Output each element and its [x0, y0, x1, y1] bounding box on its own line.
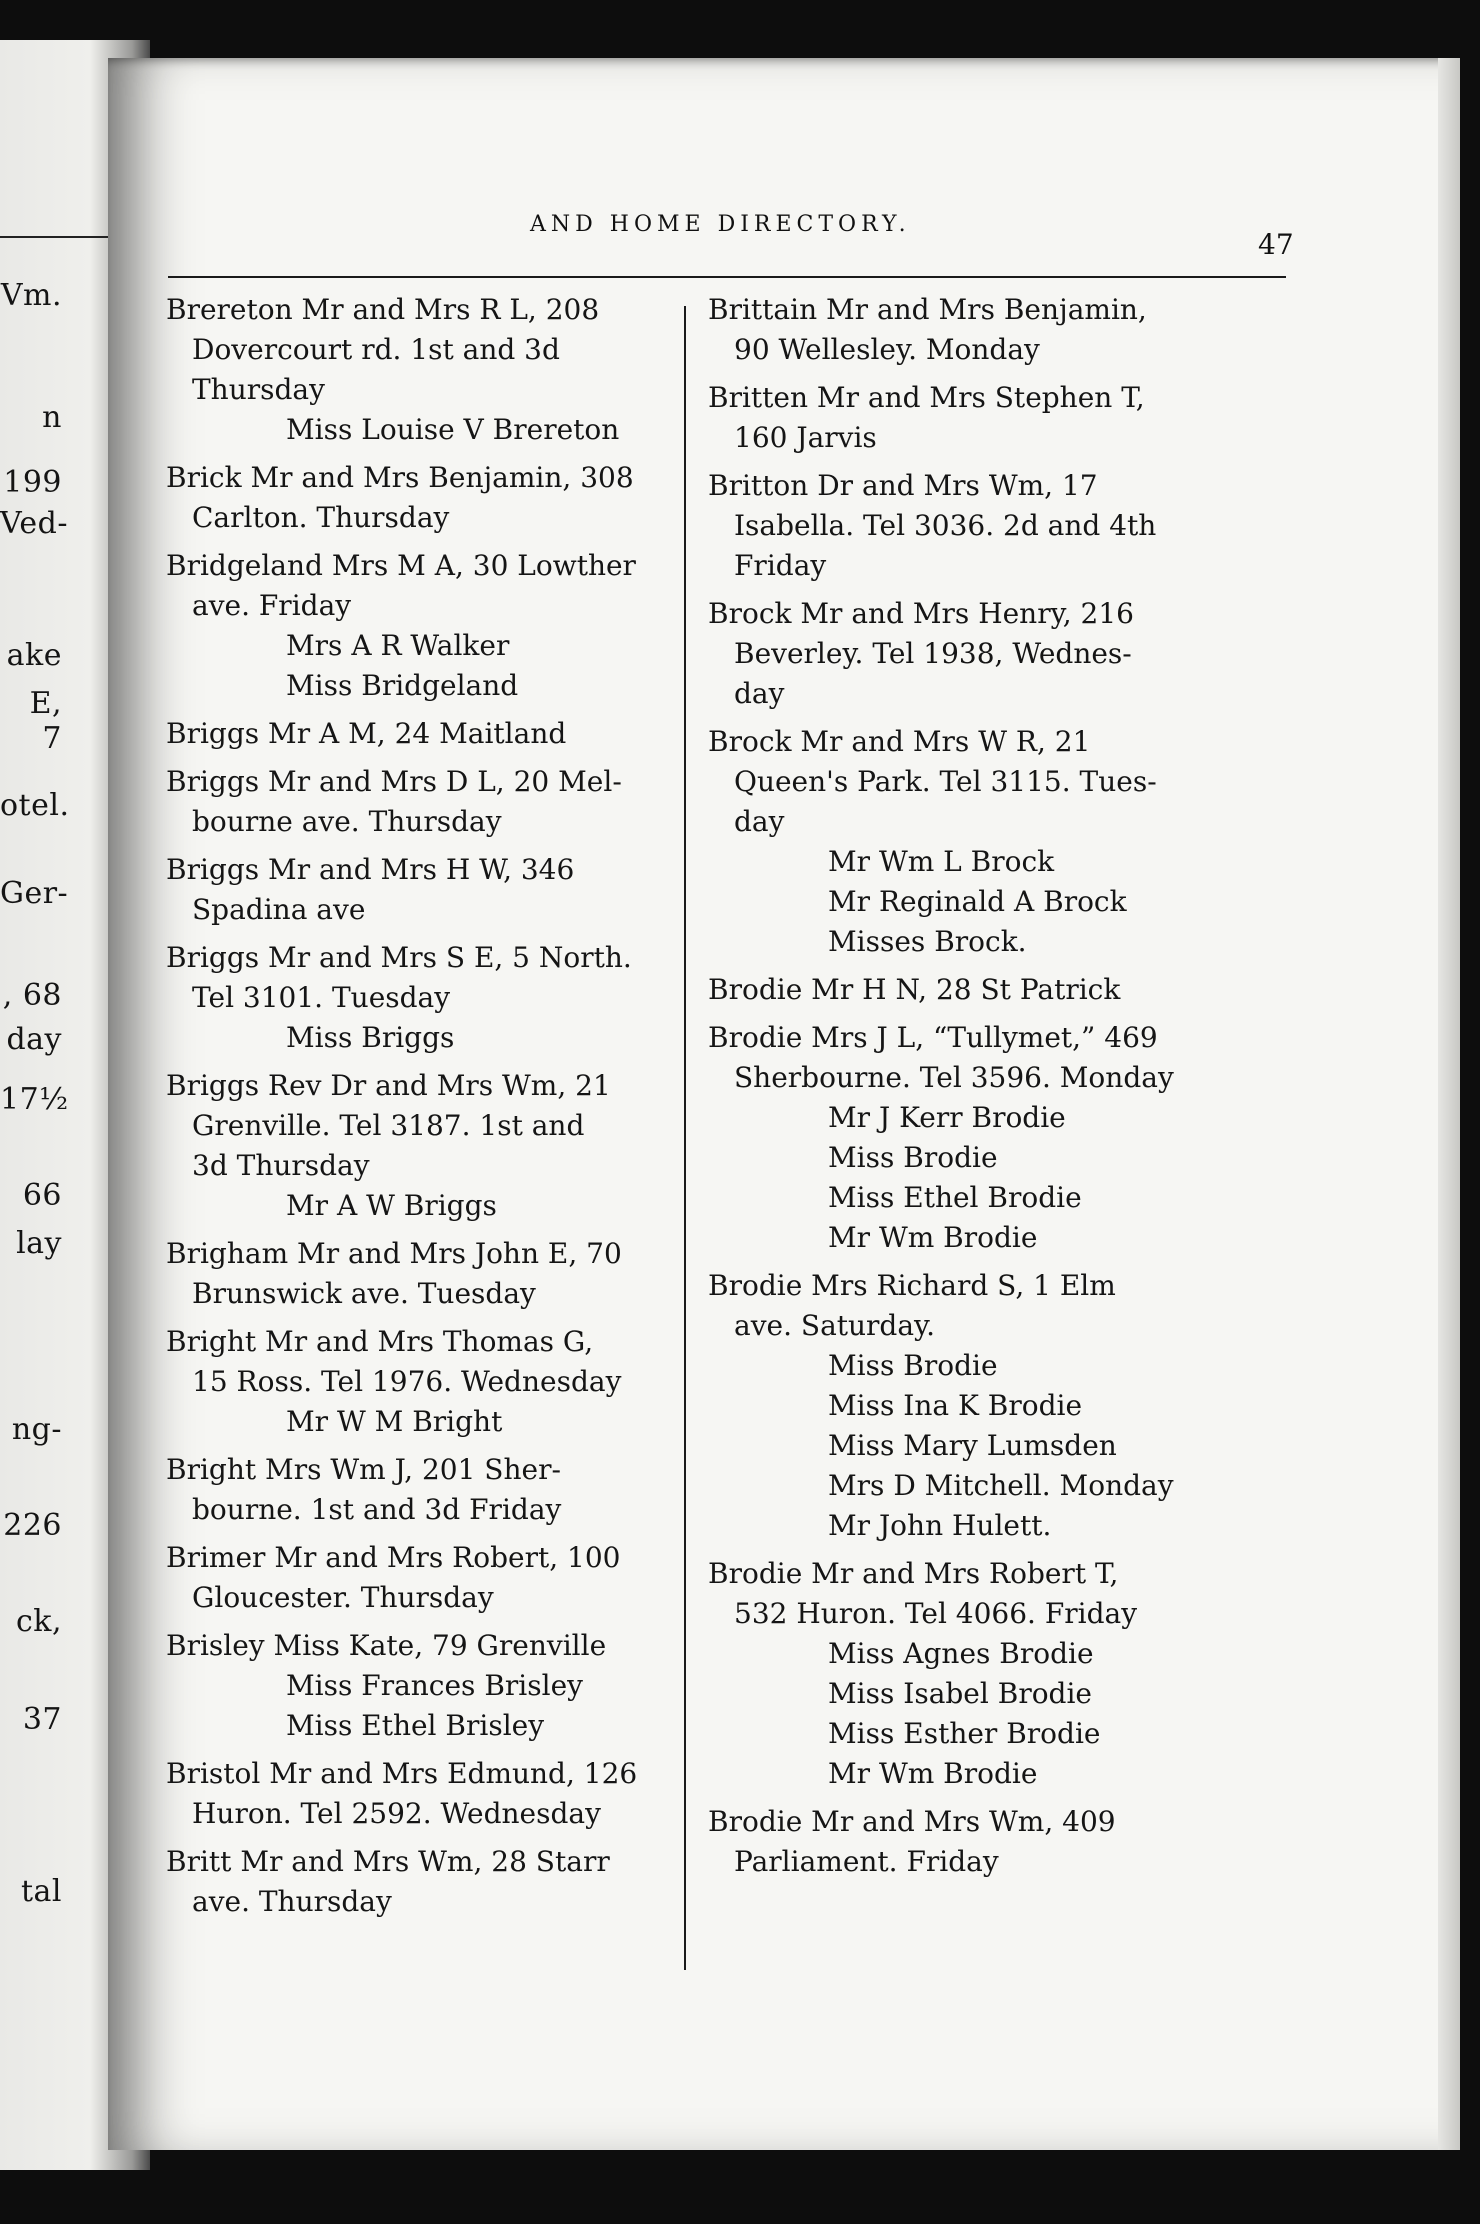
directory-entry — [166, 714, 694, 754]
previous-page-fragment: 37 — [22, 1702, 62, 1737]
household-member: Mr W M Bright — [286, 1405, 503, 1438]
entry-name-line: Brodie Mr and Mrs Robert T, — [708, 1557, 1119, 1590]
entry-detail-line: 532 Huron. Tel 4066. Friday — [734, 1597, 1138, 1630]
directory-entry — [166, 546, 694, 706]
entry-detail-line: 3d Thursday — [192, 1149, 370, 1182]
previous-page-fragment: n — [42, 400, 62, 435]
previous-page-fragment: Ger- — [0, 876, 69, 911]
entry-detail-line: 160 Jarvis — [734, 421, 877, 454]
entry-name-line: Briggs Rev Dr and Mrs Wm, 21 — [166, 1069, 611, 1102]
entry-detail-line: Gloucester. Thursday — [192, 1581, 494, 1614]
entry-detail-line: Friday — [734, 549, 827, 582]
directory-entry — [166, 938, 694, 1058]
entry-name-line: Brisley Miss Kate, 79 Grenville — [166, 1629, 607, 1662]
directory-entry — [708, 594, 1286, 714]
previous-page-fragment: E, 7 — [29, 686, 62, 756]
previous-page-fragment: 199 — [3, 465, 62, 500]
household-member: Miss Brodie — [828, 1141, 998, 1174]
household-member: Miss Louise V Brereton — [286, 413, 620, 446]
entry-name-line: Briggs Mr and Mrs S E, 5 North. — [166, 941, 632, 974]
household-member: Mr Wm Brodie — [828, 1221, 1038, 1254]
directory-entry — [708, 290, 1286, 370]
entry-detail-line: ave. Friday — [192, 589, 352, 622]
household-member: Mr Wm Brodie — [828, 1757, 1038, 1790]
entry-detail-line: Beverley. Tel 1938, Wednes- — [734, 637, 1132, 670]
directory-entry — [708, 970, 1286, 1010]
entry-detail-line: Isabella. Tel 3036. 2d and 4th — [734, 509, 1157, 542]
entry-detail-line: Brunswick ave. Tuesday — [192, 1277, 536, 1310]
household-member: Mr John Hulett. — [828, 1509, 1052, 1542]
directory-entry — [166, 458, 694, 538]
directory-entry — [166, 1322, 694, 1442]
directory-entry — [708, 722, 1286, 962]
previous-page-rule — [0, 236, 120, 238]
entry-detail-line: Tel 3101. Tuesday — [192, 981, 451, 1014]
entry-detail-line: Queen's Park. Tel 3115. Tues- — [734, 765, 1157, 798]
previous-page-fragment: ck, — [15, 1604, 62, 1639]
entry-detail-line: 90 Wellesley. Monday — [734, 333, 1040, 366]
entry-detail-line: ave. Saturday. — [734, 1309, 936, 1342]
entry-name-line: Brodie Mr H N, 28 St Patrick — [708, 973, 1121, 1006]
household-member: Mrs A R Walker — [286, 629, 510, 662]
household-member: Miss Ina K Brodie — [828, 1389, 1083, 1422]
household-member: Miss Esther Brodie — [828, 1717, 1101, 1750]
household-member: Mr J Kerr Brodie — [828, 1101, 1066, 1134]
directory-entry — [166, 1234, 694, 1314]
entry-name-line: Brock Mr and Mrs Henry, 216 — [708, 597, 1134, 630]
entry-detail-line: bourne. 1st and 3d Friday — [192, 1493, 562, 1526]
entry-detail-line: Parliament. Friday — [734, 1845, 999, 1878]
entry-detail-line: Thursday — [192, 373, 325, 406]
previous-page-fragment: day — [6, 1022, 62, 1057]
household-member: Miss Briggs — [286, 1021, 455, 1054]
previous-page-fragment: Ved- — [0, 506, 69, 541]
previous-page-fragment: 17½ — [0, 1082, 69, 1117]
entry-name-line: Briggs Mr A M, 24 Maitland — [166, 717, 567, 750]
directory-entry — [708, 1802, 1286, 1882]
entry-name-line: Brock Mr and Mrs W R, 21 — [708, 725, 1091, 758]
household-member: Miss Mary Lumsden — [828, 1429, 1117, 1462]
entry-detail-line: bourne ave. Thursday — [192, 805, 502, 838]
running-header: AND HOME DIRECTORY. — [530, 212, 911, 237]
entry-detail-line: Carlton. Thursday — [192, 501, 450, 534]
directory-entry — [708, 1018, 1286, 1258]
entry-name-line: Brittain Mr and Mrs Benjamin, — [708, 293, 1147, 326]
entry-detail-line: Spadina ave — [192, 893, 366, 926]
household-member: Miss Ethel Brodie — [828, 1181, 1082, 1214]
entry-name-line: Bright Mrs Wm J, 201 Sher- — [166, 1453, 561, 1486]
entry-detail-line: day — [734, 805, 785, 838]
entry-name-line: Briggs Mr and Mrs D L, 20 Mel- — [166, 765, 622, 798]
directory-entry — [166, 1754, 694, 1834]
directory-entry — [166, 1842, 694, 1922]
entry-name-line: Bridgeland Mrs M A, 30 Lowther — [166, 549, 636, 582]
directory-entry — [166, 1066, 694, 1226]
directory-entry — [166, 850, 694, 930]
entry-name-line: Brereton Mr and Mrs R L, 208 — [166, 293, 600, 326]
household-member: Miss Isabel Brodie — [828, 1677, 1093, 1710]
previous-page-fragment: 226 — [3, 1508, 62, 1543]
entry-detail-line: 15 Ross. Tel 1976. Wednesday — [192, 1365, 622, 1398]
directory-entry — [166, 290, 694, 450]
entry-name-line: Bright Mr and Mrs Thomas G, — [166, 1325, 594, 1358]
household-member: Miss Agnes Brodie — [828, 1637, 1094, 1670]
previous-page-fragment: , 68 — [2, 978, 62, 1013]
entry-detail-line: Huron. Tel 2592. Wednesday — [192, 1797, 601, 1830]
directory-entry — [166, 1626, 694, 1746]
directory-entry — [708, 378, 1286, 458]
previous-page-fragment: lay — [16, 1226, 62, 1261]
directory-entry — [708, 1266, 1286, 1546]
entry-detail-line: Sherbourne. Tel 3596. Monday — [734, 1061, 1174, 1094]
previous-page-fragment: 66 — [22, 1178, 62, 1213]
directory-entry — [166, 762, 694, 842]
household-member: Mrs D Mitchell. Monday — [828, 1469, 1174, 1502]
left-column — [166, 290, 694, 1930]
directory-entry — [166, 1538, 694, 1618]
entry-name-line: Brodie Mrs J L, “Tullymet,” 469 — [708, 1021, 1158, 1054]
entry-name-line: Brodie Mrs Richard S, 1 Elm — [708, 1269, 1116, 1302]
entry-detail-line: day — [734, 677, 785, 710]
household-member: Miss Frances Brisley — [286, 1669, 583, 1702]
entry-name-line: Brick Mr and Mrs Benjamin, 308 — [166, 461, 634, 494]
page-number: 47 — [1258, 228, 1294, 261]
entry-detail-line: ave. Thursday — [192, 1885, 392, 1918]
household-member: Mr Reginald A Brock — [828, 885, 1127, 918]
entry-name-line: Britt Mr and Mrs Wm, 28 Starr — [166, 1845, 610, 1878]
household-member: Mr A W Briggs — [286, 1189, 497, 1222]
previous-page-fragment: ng- — [11, 1412, 62, 1447]
entry-name-line: Bristol Mr and Mrs Edmund, 126 — [166, 1757, 638, 1790]
right-column — [708, 290, 1286, 1890]
household-member: Miss Ethel Brisley — [286, 1709, 545, 1742]
directory-entry — [166, 1450, 694, 1530]
entry-detail-line: Dovercourt rd. 1st and 3d — [192, 333, 560, 366]
entry-name-line: Brigham Mr and Mrs John E, 70 — [166, 1237, 622, 1270]
entry-name-line: Brodie Mr and Mrs Wm, 409 — [708, 1805, 1116, 1838]
entry-name-line: Britten Mr and Mrs Stephen T, — [708, 381, 1145, 414]
directory-entry — [708, 1554, 1286, 1794]
previous-page-fragment: ake — [6, 638, 62, 673]
household-member: Miss Bridgeland — [286, 669, 519, 702]
previous-page-fragment: Vm. — [0, 278, 62, 313]
directory-entry — [708, 466, 1286, 586]
previous-page-fragment: otel. — [0, 788, 70, 823]
household-member: Miss Brodie — [828, 1349, 998, 1382]
previous-page-fragment: tal — [20, 1874, 62, 1909]
household-member: Mr Wm L Brock — [828, 845, 1055, 878]
entry-name-line: Brimer Mr and Mrs Robert, 100 — [166, 1541, 621, 1574]
entry-detail-line: Grenville. Tel 3187. 1st and — [192, 1109, 585, 1142]
header-rule — [168, 276, 1286, 278]
entry-name-line: Briggs Mr and Mrs H W, 346 — [166, 853, 575, 886]
household-member: Misses Brock. — [828, 925, 1027, 958]
entry-name-line: Britton Dr and Mrs Wm, 17 — [708, 469, 1098, 502]
